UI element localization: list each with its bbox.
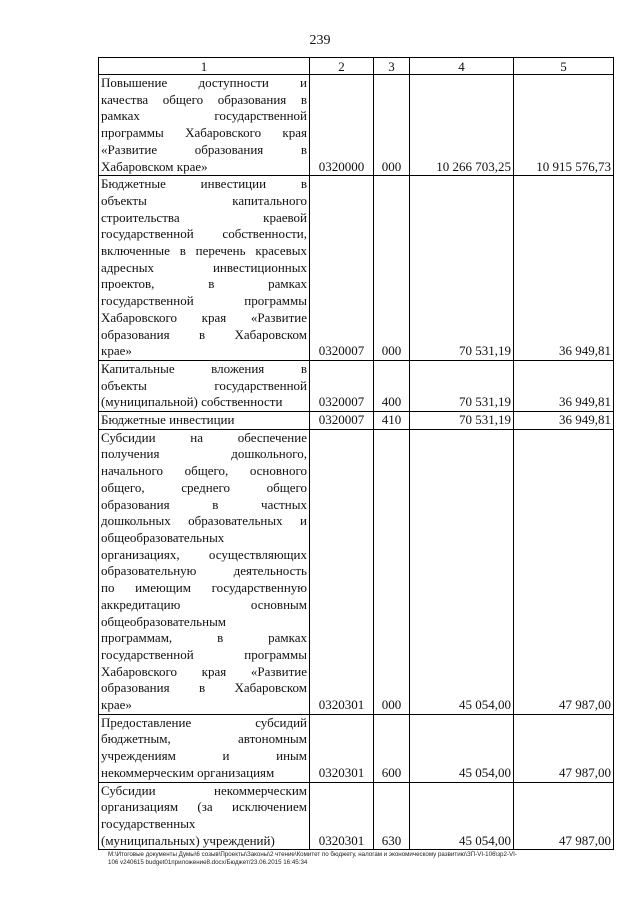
row-name (99, 360, 310, 411)
row-name-line: дошкольных образовательных и (101, 513, 307, 529)
row-name (99, 782, 310, 850)
row-name (99, 75, 310, 176)
row-name-line: образовательную деятельность (101, 563, 307, 579)
row-name-line: крае» (101, 343, 132, 359)
row-name-line: проектов, в рамках (101, 276, 307, 292)
row-name-line: Хабаровском крае» (101, 158, 208, 174)
row-vr-code: 400 (374, 360, 410, 411)
table-header-row (99, 58, 614, 75)
row-name-line: объекты капитального (101, 192, 307, 208)
row-name-line: бюджетным, автономным (101, 731, 307, 747)
footer-path-line-2: 106 v240615 budget01приложение8.docx/Бюджет/23.06.2015 16:45:34 (108, 859, 308, 866)
row-name-line: образования в частных (101, 496, 307, 512)
row-name-line: учреждениям и иным (101, 748, 307, 764)
row-name-line: образования в Хабаровском (101, 326, 307, 342)
row-sum-2017: 10 915 576,73 (514, 75, 614, 176)
table-row (99, 360, 614, 411)
row-sum-2016: 70 531,19 (410, 360, 514, 411)
row-name-line: строительства краевой (101, 209, 307, 225)
row-name-line: получения дошкольного, (101, 446, 307, 462)
row-name (99, 176, 310, 361)
row-name-line: адресных инвестиционных (101, 259, 307, 275)
row-name (99, 412, 310, 430)
row-csr-code: 0320000 (310, 75, 374, 176)
row-name-line: государственной программы (101, 293, 307, 309)
row-csr-code: 0320301 (310, 429, 374, 714)
row-name (99, 429, 310, 714)
header-col-5: 5 (514, 58, 614, 75)
table-row (99, 714, 614, 782)
row-name-line: Субсидии некоммерческим (101, 782, 307, 798)
header-col-2: 2 (310, 58, 374, 75)
row-vr-code: 630 (374, 782, 410, 850)
row-csr-code: 0320007 (310, 176, 374, 361)
row-name-line: образования в Хабаровском (101, 680, 307, 696)
row-name (99, 714, 310, 782)
table-row (99, 176, 614, 361)
row-name-line: начального общего, основного (101, 463, 307, 479)
row-csr-code: 0320301 (310, 714, 374, 782)
row-name-line: программам, в рамках (101, 630, 307, 646)
row-sum-2016: 10 266 703,25 (410, 75, 514, 176)
row-name-line: включенные в перечень красевых (101, 243, 307, 259)
row-name-line: Хабаровского края «Развитие (101, 663, 307, 679)
row-name-line: организациям (за исключением (101, 799, 307, 815)
header-col-3: 3 (374, 58, 410, 75)
row-name-line: (муниципальных) учреждений) (101, 832, 275, 848)
row-name-line: государственной собственности, (101, 226, 307, 242)
row-vr-code: 410 (374, 412, 410, 430)
table-row (99, 75, 614, 176)
row-name-line: качества общего образования в (101, 91, 307, 107)
row-csr-code: 0320301 (310, 782, 374, 850)
row-name-line: объекты государственной (101, 377, 307, 393)
table-row (99, 782, 614, 850)
row-sum-2016: 45 054,00 (410, 714, 514, 782)
row-sum-2017: 47 987,00 (514, 714, 614, 782)
table-body (99, 75, 614, 850)
row-name-line: Хабаровского края «Развитие (101, 309, 307, 325)
row-sum-2017: 47 987,00 (514, 429, 614, 714)
document-footer (108, 851, 618, 867)
row-sum-2017: 47 987,00 (514, 782, 614, 850)
row-name-line: рамках государственной (101, 108, 307, 124)
row-name-line: государственной программы (101, 646, 307, 662)
row-sum-2017: 36 949,81 (514, 360, 614, 411)
page-number: 239 (309, 33, 331, 48)
row-name-line: общеобразовательных (101, 529, 225, 545)
row-name-line: программы Хабаровского края (101, 125, 307, 141)
row-name-line: Предоставление субсидий (101, 714, 307, 730)
row-name-line: (муниципальной) собственности (101, 394, 283, 410)
row-name-line: Бюджетные инвестиции в (101, 176, 307, 192)
row-name-line: Капитальные вложения в (101, 360, 307, 376)
row-name-line: общеобразовательным (101, 613, 227, 629)
header-col-4: 4 (410, 58, 514, 75)
row-vr-code: 600 (374, 714, 410, 782)
row-name-line: организациях, осуществляющих (101, 546, 307, 562)
row-name-line: общего, среднего общего (101, 479, 307, 495)
row-sum-2017: 36 949,81 (514, 412, 614, 430)
row-name-line: по имеющим государственную (101, 580, 307, 596)
row-name-line: государственных (101, 815, 196, 831)
header-col-1: 1 (99, 58, 310, 75)
row-sum-2016: 70 531,19 (410, 176, 514, 361)
row-name-line: Субсидии на обеспечение (101, 429, 307, 445)
row-sum-2017: 36 949,81 (514, 176, 614, 361)
row-vr-code: 000 (374, 176, 410, 361)
row-name-line: Повышение доступности и (101, 75, 307, 90)
row-name-line: «Развитие образования в (101, 141, 307, 157)
row-csr-code: 0320007 (310, 412, 374, 430)
footer-path-line-1: M:\Итоговые документы Думы\6 созыв\Проекты\Законы\2 чтение\Комитет по бюджету, налогам и экономическому развитию\ЗП-VI-106\зр2-VI- (108, 851, 517, 858)
row-name-line: Бюджетные инвестиции (101, 412, 235, 428)
row-csr-code: 0320007 (310, 360, 374, 411)
table-row (99, 412, 614, 430)
row-vr-code: 000 (374, 429, 410, 714)
row-sum-2016: 45 054,00 (410, 429, 514, 714)
table-row (99, 429, 614, 714)
row-sum-2016: 70 531,19 (410, 412, 514, 430)
row-name-line: крае» (101, 697, 132, 713)
row-vr-code: 000 (374, 75, 410, 176)
budget-table (98, 57, 614, 850)
row-sum-2016: 45 054,00 (410, 782, 514, 850)
row-name-line: некоммерческим организациям (101, 764, 275, 780)
row-name-line: аккредитацию основным (101, 596, 307, 612)
